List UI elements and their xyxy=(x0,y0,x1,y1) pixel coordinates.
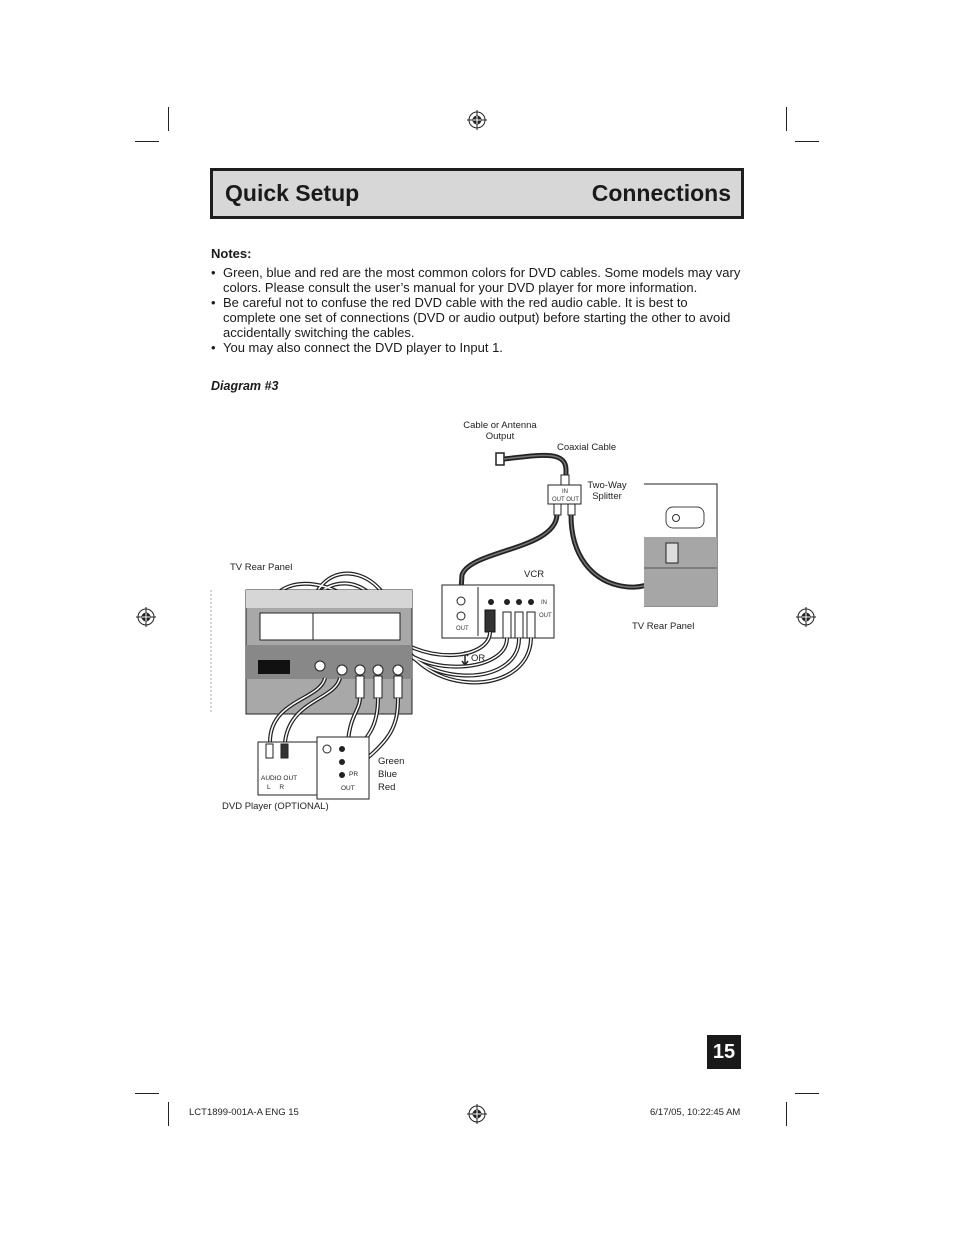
note-item: • You may also connect the DVD player to Input 1. xyxy=(211,340,741,355)
vcr-out-label: OUT xyxy=(539,613,552,619)
green-label: Green xyxy=(378,756,405,767)
tv-rear-panel-right-label: TV Rear Panel xyxy=(632,621,695,632)
red-label: Red xyxy=(378,782,396,793)
audio-out-label: AUDIO OUT xyxy=(261,775,298,782)
coaxial-cable-label: Coaxial Cable xyxy=(557,442,617,453)
note-item: • Be careful not to confuse the red DVD cable with the red audio cable. It is best to complete one set of connections (DVD or audio output) before starting the other to avoid accidentally switching the cables. xyxy=(211,295,741,340)
blue-label: Blue xyxy=(378,769,398,780)
audio-lr-label: L R xyxy=(267,784,285,791)
header-page-title: Connections xyxy=(591,180,731,206)
tv-rear-panel-right xyxy=(644,484,717,606)
tv-rear-panel-left-label: TV Rear Panel xyxy=(230,562,293,573)
wall-outlet-icon xyxy=(496,453,504,465)
footer-doc-id: LCT1899-001A-A ENG 15 xyxy=(189,1107,299,1118)
or-label: OR xyxy=(471,653,486,664)
vcr-rf-out-label: OUT xyxy=(456,626,469,632)
splitter-out-label: OUT OUT xyxy=(552,497,579,503)
dvd-player-label: DVD Player (OPTIONAL) xyxy=(222,801,329,812)
note-item: • Green, blue and red are the most common colors for DVD cables. Some models may vary colors. Please consult the user’s manual for your DVD player for more information. xyxy=(211,265,741,295)
header-section-title: Quick Setup xyxy=(225,180,360,206)
two-way-splitter-label: Two-Way Splitter xyxy=(587,480,627,502)
notes-title: Notes: xyxy=(211,246,252,261)
cable-antenna-label: Cable or Antenna Output xyxy=(463,420,537,442)
coaxial-cable xyxy=(504,455,566,486)
splitter-in-label: IN xyxy=(562,489,568,495)
diagram-title: Diagram #3 xyxy=(211,379,279,393)
pr-label: PR xyxy=(349,771,359,778)
dvd-out-label: OUT xyxy=(341,785,355,792)
footer-timestamp: 6/17/05, 10:22:45 AM xyxy=(650,1107,741,1118)
vcr-in-label: IN xyxy=(541,600,547,606)
vcr-label: VCR xyxy=(524,569,545,580)
page-number: 15 xyxy=(707,1035,741,1069)
